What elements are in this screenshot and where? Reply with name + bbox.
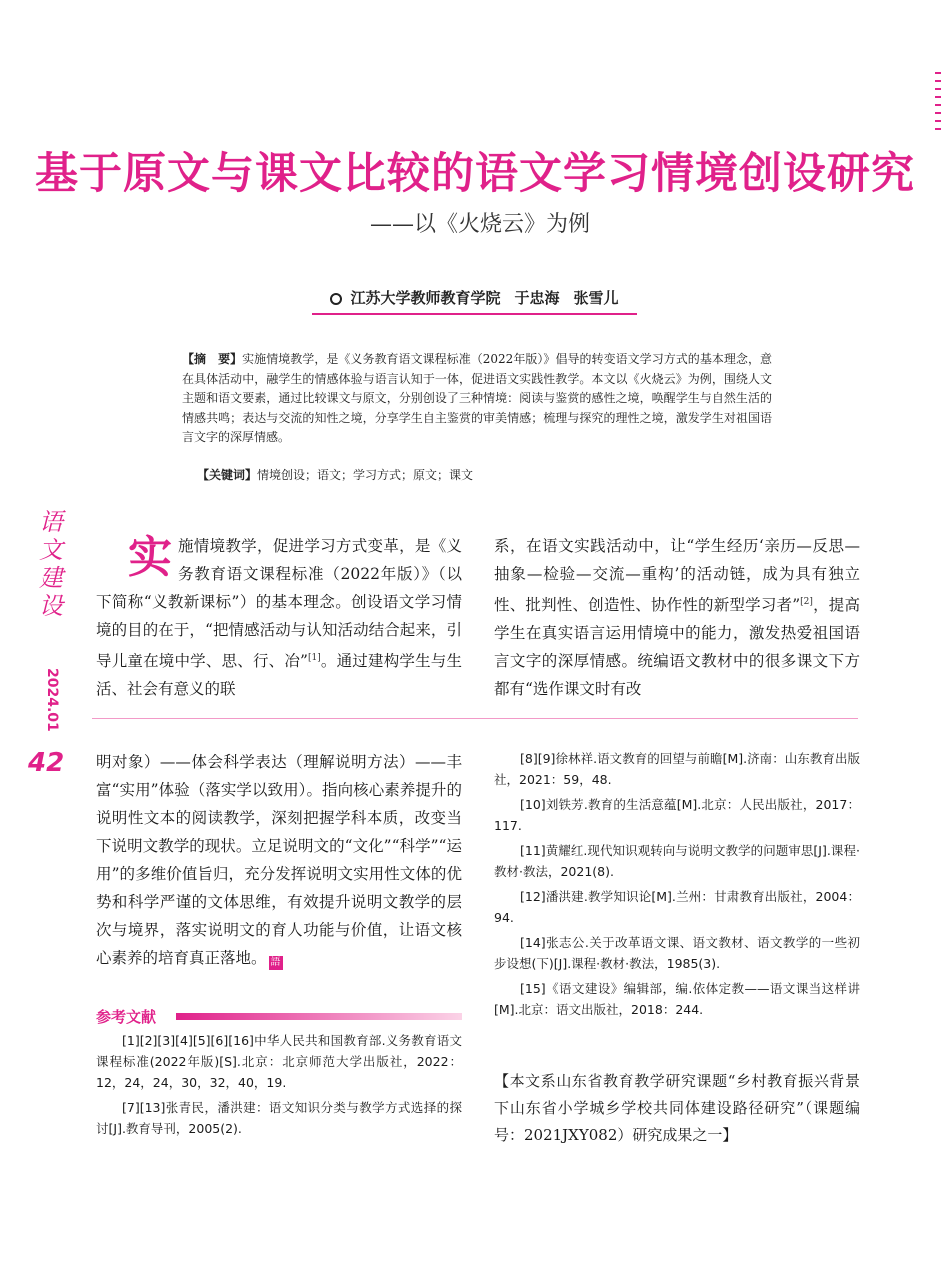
- reference-item: [7][13]张青民，潘洪建：语文知识分类与教学方式选择的探讨[J].教育导刊，2005(2).: [96, 1100, 462, 1136]
- edge-marks: [935, 72, 945, 142]
- page-number: 42: [28, 748, 65, 778]
- conclusion-text: 明对象）——体会科学表达（理解说明方法）——丰富“实用”体验（落实学以致用）。指向核心素养提升的说明性文本的阅读教学，深刻把握学科本质，改变当下说明文教学的现状。立足说明文的“文化”“科学”“运用”的多维价值旨归，充分发挥说明文实用性文体的优势和科学严谨的文体思维，有效提升说明文教学的层次与境界，落实说明文的育人功能与价值，让语文核心素养的培育真正落地。: [96, 753, 462, 967]
- reference-item: [11]黄耀红.现代知识观转向与说明文教学的问题审思[J].课程·教材·教法，2021(8).: [494, 843, 860, 879]
- affiliation: 江苏大学教师教育学院: [350, 289, 501, 307]
- journal-name: 语文建设: [39, 508, 63, 620]
- intro-text: ，提高学生在真实语言运用情境中的能力，激发热爱祖国语言文字的深厚情感。统编语文教材中的很多课文下方都有“选作课文时有改: [494, 596, 860, 699]
- end-mark-icon: 語: [270, 957, 281, 968]
- author-underline: [312, 313, 637, 315]
- keywords-text: 情境创设；语文；学习方式；原文；课文: [257, 468, 474, 482]
- journal-issue: 2024.01: [44, 668, 60, 732]
- citation: [1]: [307, 653, 321, 663]
- section-divider: [92, 718, 858, 719]
- keywords-label: 【关键词】: [197, 468, 258, 482]
- references-bar: [176, 1013, 462, 1020]
- abstract: [182, 350, 772, 448]
- reference-item: [12]潘洪建.教学知识论[M].兰州：甘肃教育出版社，2004：94.: [494, 889, 860, 925]
- author-line: [312, 287, 637, 308]
- intro-right-column: [494, 532, 860, 703]
- reference-item: [8][9]徐林祥.语文教育的回望与前瞻[M].济南：山东教育出版社，2021：59，48.: [494, 751, 860, 787]
- abstract-text: 实施情境教学，是《义务教育语文课程标准（2022年版）》倡导的转变语文学习方式的基本理念，意在具体活动中，融学生的情感体验与语言认知于一体，促进语文实践性教学。本文以《火烧云》为例，围绕人文主题和语文要素，通过比较课文与原文，分别创设了三种情境：阅读与鉴赏的感性之境，唤醒学生与自然生活的情感共鸣；表达与交流的知性之境，分享学生自主鉴赏的审美情感；梳理与探究的理性之境，激发学生对祖国语言文字的深厚情感。: [182, 352, 772, 444]
- article-title: 基于原文与课文比较的语文学习情境创设研究: [35, 149, 915, 199]
- circle-icon: [330, 293, 342, 305]
- reference-item: [14]张志公.关于改革语文课、语文教材、语文教学的一些初步设想(下)[J].课程·教材·教法，1985(3).: [494, 935, 860, 971]
- author-name: 于忠海: [514, 289, 560, 307]
- article-subtitle: ——以《火烧云》为例: [370, 212, 591, 237]
- keywords: [197, 466, 777, 483]
- conclusion-paragraph: [96, 748, 462, 972]
- reference-item: [15]《语文建设》编辑部，编.依体定教——语文课当这样讲[M].北京：语文出版社，2018：244.: [494, 981, 860, 1017]
- drop-cap: 实: [128, 532, 172, 583]
- project-note: 【本文系山东省教育教学研究课题“乡村教育振兴背景下山东省小学城乡学校共同体建设路径研究”（课题编号：2021JXY082）研究成果之一】: [494, 1072, 860, 1144]
- intro-text: 。通过建构学生与生活、社会有意义的联: [96, 652, 462, 699]
- intro-text: 系，在语文实践活动中，让“学生经历‘亲历—反思—抽象—检验—交流—重构’的活动链，成为具有独立性、批判性、创造性、协作性的新型学习者”: [494, 537, 860, 615]
- reference-item: [1][2][3][4][5][6][16]中华人民共和国教育部.义务教育语文课程标准(2022年版)[S].北京：北京师范大学出版社，2022：12，24，24，30，32，40，19.: [96, 1033, 462, 1090]
- reference-item: [10]刘铁芳.教育的生活意蕴[M].北京：人民出版社，2017：117.: [494, 797, 860, 833]
- author-name: 张雪儿: [573, 289, 619, 307]
- intro-left-column: [96, 532, 462, 703]
- intro-text: 施情境教学，促进学习方式变革，是《义务教育语文课程标准（2022年版）》（以下简称“义教新课标”）的基本理念。创设语文学习情境的目的在于，“把情感活动与认知活动结合起来，引导儿童在境中学、思、行、冶”: [96, 537, 462, 671]
- citation: [2]: [800, 597, 813, 607]
- references-heading: 参考文献: [96, 1008, 157, 1026]
- references-left: [96, 1030, 462, 1143]
- abstract-label: 【摘 要】: [182, 352, 243, 366]
- references-right: [494, 748, 860, 1024]
